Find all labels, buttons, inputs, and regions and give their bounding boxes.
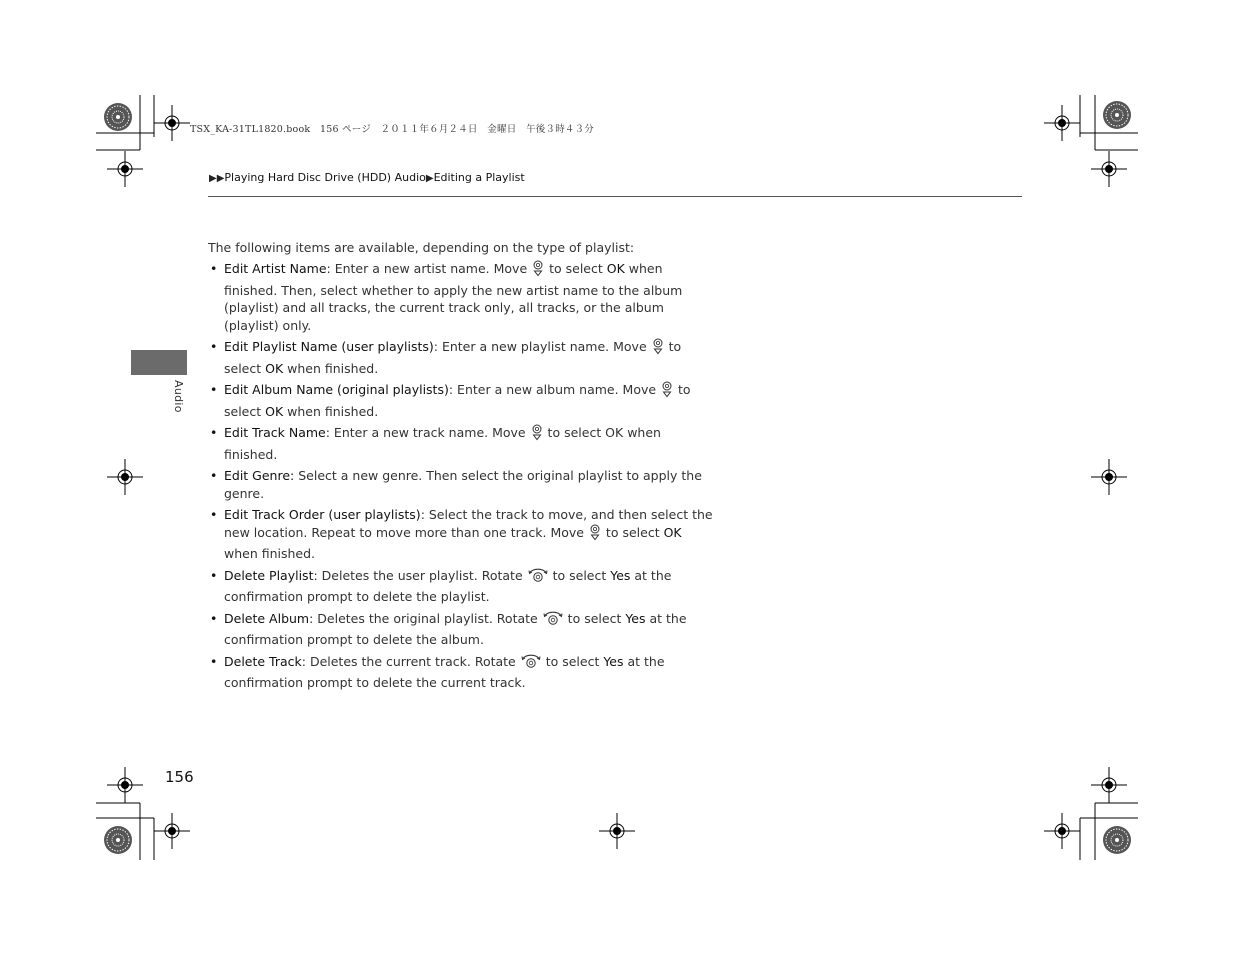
item-term: Edit Track Name bbox=[224, 425, 326, 440]
item-text: to select bbox=[563, 610, 626, 626]
page-body bbox=[208, 239, 718, 696]
item-text: to select bbox=[548, 567, 611, 583]
item-keyword: OK bbox=[606, 261, 625, 276]
item-keyword: OK bbox=[265, 403, 284, 419]
list-item bbox=[208, 381, 718, 420]
list-item bbox=[208, 506, 718, 563]
list-item bbox=[208, 610, 718, 649]
item-text: : Enter a new playlist name. Move bbox=[433, 339, 651, 354]
item-text: to select bbox=[545, 261, 607, 276]
crop-mark-top-right bbox=[1044, 95, 1138, 187]
item-term: Edit Artist Name bbox=[224, 261, 327, 276]
item-text: at the confirmation prompt to delete the playlist. bbox=[224, 567, 672, 604]
item-text: to select bbox=[601, 524, 664, 540]
breadcrumb-arrow-icon: ▶ bbox=[425, 173, 434, 184]
list-item bbox=[208, 467, 718, 502]
item-text: to select bbox=[541, 653, 604, 669]
item-term: Delete Track bbox=[224, 653, 302, 669]
print-file-header: TSX_KA-31TL1820.book 156 ページ ２０１１年６月２４日 金曜日 午後３時４３分 bbox=[190, 124, 595, 135]
item-text: at the confirmation prompt to delete the current track. bbox=[224, 653, 665, 690]
item-text: : Deletes the current track. Rotate bbox=[301, 653, 520, 669]
list-item bbox=[208, 424, 718, 463]
item-keyword: Yes bbox=[603, 653, 624, 669]
item-keyword: Yes bbox=[610, 567, 631, 583]
item-term: Edit Playlist Name (user playlists) bbox=[224, 339, 434, 354]
breadcrumb-arrow-icon: ▶ bbox=[216, 173, 225, 184]
breadcrumb-section[interactable]: Playing Hard Disc Drive (HDD) Audio bbox=[224, 171, 426, 184]
item-keyword: OK bbox=[663, 524, 682, 540]
item-text: Select a new genre. Then select the original playlist to apply the genre. bbox=[224, 468, 702, 501]
rotate-knob-icon bbox=[520, 653, 542, 675]
list-item bbox=[208, 567, 718, 606]
item-text: to select OK when finished. bbox=[224, 425, 661, 462]
rotate-knob-icon bbox=[542, 610, 564, 632]
chapter-tab-label: Audio bbox=[172, 380, 185, 413]
list-item bbox=[208, 653, 718, 692]
item-term: Edit Genre: bbox=[224, 468, 295, 483]
breadcrumb-arrow-icon: ▶ bbox=[209, 173, 217, 184]
header-rule bbox=[208, 196, 1022, 197]
joystick-down-icon bbox=[531, 260, 545, 282]
crop-mark-bottom-right bbox=[1044, 767, 1138, 860]
crop-mark-mid-right bbox=[1091, 459, 1127, 495]
item-term: Delete Album bbox=[224, 610, 310, 626]
item-text: when finished. bbox=[224, 546, 316, 561]
crop-mark-top-left bbox=[96, 95, 190, 187]
chapter-tab bbox=[131, 350, 187, 375]
playlist-options-list bbox=[208, 260, 718, 692]
item-text: at the confirmation prompt to delete the album. bbox=[224, 610, 687, 647]
item-text: when finished. Then, select whether to apply the new artist name to the album (playlist) and all tracks, the current track only, all tracks, or the album (playlist) only. bbox=[224, 261, 683, 333]
item-term: Edit Album Name (original playlists) bbox=[224, 382, 449, 397]
joystick-down-icon bbox=[588, 524, 602, 546]
crop-mark-bottom-center bbox=[599, 813, 635, 849]
item-text: : Deletes the user playlist. Rotate bbox=[313, 567, 527, 583]
item-keyword: OK bbox=[265, 360, 284, 376]
intro-text: The following items are available, depending on the type of playlist: bbox=[208, 240, 635, 255]
item-text: when finished. bbox=[283, 403, 379, 419]
page-number: 156 bbox=[165, 768, 194, 786]
joystick-down-icon bbox=[660, 381, 674, 403]
item-text: : Select the track to move, and then select the new location. Repeat to move more than one track. Move bbox=[224, 507, 713, 540]
joystick-down-icon bbox=[530, 424, 544, 446]
item-keyword: Yes bbox=[625, 610, 646, 626]
item-text: to select bbox=[224, 339, 682, 376]
joystick-down-icon bbox=[651, 338, 665, 360]
item-text: to select bbox=[224, 382, 691, 419]
crop-mark-mid-left bbox=[107, 459, 143, 495]
rotate-knob-icon bbox=[527, 567, 549, 589]
item-text: : Enter a new album name. Move bbox=[448, 382, 661, 397]
breadcrumb bbox=[209, 171, 525, 184]
item-term: Edit Track Order (user playlists) bbox=[224, 507, 421, 522]
item-text: : Enter a new artist name. Move bbox=[326, 261, 532, 276]
list-item bbox=[208, 260, 718, 334]
item-text: when finished. bbox=[283, 360, 379, 376]
item-text: : Deletes the original playlist. Rotate bbox=[309, 610, 542, 626]
item-term: Delete Playlist bbox=[224, 567, 314, 583]
breadcrumb-page[interactable]: Editing a Playlist bbox=[433, 171, 525, 184]
list-item bbox=[208, 338, 718, 377]
item-text: : Enter a new track name. Move bbox=[325, 425, 530, 440]
